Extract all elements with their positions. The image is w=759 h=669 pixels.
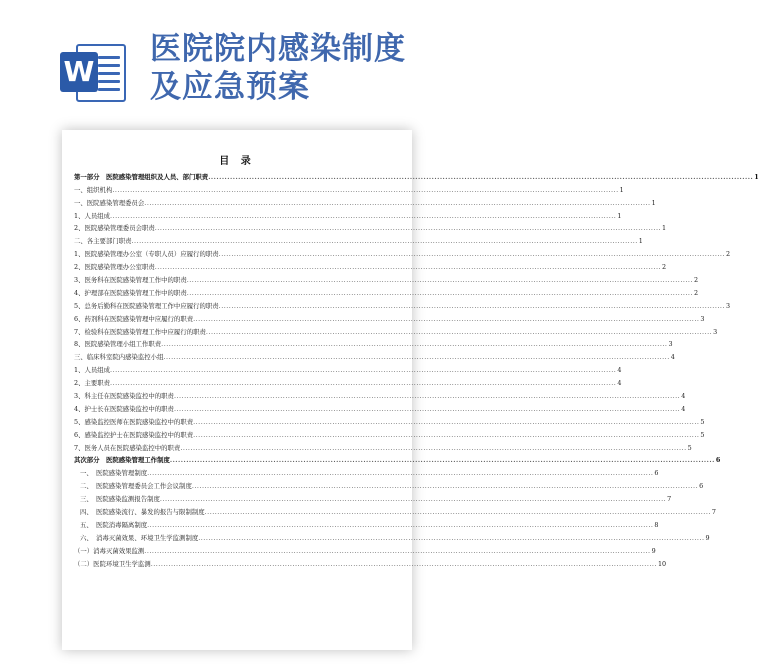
header bbox=[0, 0, 474, 128]
toc-entry[interactable] bbox=[74, 452, 721, 465]
toc-entry-label: 8、医院感染管理小组工作职责 bbox=[74, 340, 162, 349]
toc-entry[interactable] bbox=[74, 258, 667, 272]
toc-entry-label: 三、 医院感染监测报告制度 bbox=[80, 495, 160, 504]
toc-entry-label: 7、医务人员在医院感染监控中的职责 bbox=[74, 443, 181, 452]
document-page bbox=[62, 130, 759, 650]
toc-entry-page: 4 bbox=[681, 392, 686, 401]
toc-entry-label: 2、医院感染管理委员会职责 bbox=[74, 224, 155, 233]
toc-entry-label: 5、总务后勤科在医院感染管理工作中应履行的职责 bbox=[74, 301, 219, 310]
toc-entry-page: 6 bbox=[654, 469, 659, 478]
toc-entry-page: 1 bbox=[651, 198, 656, 207]
toc-entry-label: 4、护士长在医院感染监控中的职责 bbox=[74, 404, 174, 413]
toc-entry-page: 4 bbox=[670, 353, 675, 362]
page-title bbox=[150, 30, 460, 106]
toc-entry-label: 3、医务科在医院感染管理工作中的职责 bbox=[74, 276, 187, 285]
toc-entry-label: （二）医院环境卫生学监测 bbox=[74, 559, 151, 568]
toc-entry-label: 2、医院感染管理办公室职责 bbox=[74, 263, 155, 272]
toc-leader-dots: ........................................................................................................................................................................................................ bbox=[198, 533, 705, 542]
toc-entry[interactable] bbox=[74, 542, 656, 555]
toc-entry[interactable] bbox=[74, 297, 731, 310]
toc-entry[interactable] bbox=[74, 284, 699, 297]
toc-entry[interactable] bbox=[74, 516, 659, 529]
toc-entry[interactable] bbox=[74, 477, 704, 491]
toc-leader-dots: ........................................................................................................................................................................................................ bbox=[193, 430, 700, 439]
toc-entry-label: 六、 消毒灭菌效果、环境卫生学监测制度 bbox=[80, 533, 199, 542]
toc-entry-label: 第一部分 医院感染管理组织及人员、部门职责 bbox=[74, 172, 209, 181]
toc-entry-label: 二、各主要部门职责 bbox=[74, 237, 132, 246]
toc-leader-dots: ........................................................................................................................................................................................................ bbox=[144, 198, 651, 207]
toc-entry[interactable] bbox=[74, 207, 622, 220]
toc-entry-label: 一、医院感染管理委员会 bbox=[74, 198, 145, 207]
toc-entry-label: 7、检验科在医院感染管理工作中应履行的职责 bbox=[74, 327, 206, 336]
toc-entry-page: 6 bbox=[699, 482, 704, 491]
toc-leader-dots: ........................................................................................................................................................................................................ bbox=[161, 340, 668, 349]
toc-entry-label: 1、人员组成 bbox=[74, 211, 111, 220]
toc-entry-page: 3 bbox=[725, 301, 731, 310]
toc-entry[interactable] bbox=[74, 490, 672, 504]
toc-leader-dots: ........................................................................................................................................................................................................ bbox=[159, 495, 667, 504]
toc-entry-page: 5 bbox=[700, 417, 705, 426]
toc-entry-page: 3 bbox=[700, 314, 705, 323]
toc-title: 目 录 bbox=[219, 156, 255, 167]
table-of-contents bbox=[74, 168, 759, 568]
toc-entry[interactable] bbox=[74, 310, 705, 323]
toc-entry-label: 3、科主任在医院感染监控中的职责 bbox=[74, 392, 174, 401]
toc-entry-label: 4、护理部在医院感染管理工作中的职责 bbox=[74, 288, 187, 297]
toc-leader-dots: ........................................................................................................................................................................................................ bbox=[147, 469, 654, 478]
toc-leader-dots: ........................................................................................................................................................................................................ bbox=[204, 508, 711, 517]
toc-entry-page: 9 bbox=[705, 533, 710, 542]
toc-entry-label: 5、感染监控医师在医院感染监控中的职责 bbox=[74, 417, 194, 426]
title-line-2: 及应急预案 bbox=[150, 69, 310, 105]
toc-leader-dots: ........................................................................................................................................................................................................ bbox=[193, 417, 700, 426]
toc-leader-dots: ........................................................................................................................................................................................................ bbox=[110, 211, 617, 220]
toc-entry-page: 7 bbox=[711, 508, 716, 517]
toc-leader-dots: ........................................................................................................................................................................................................ bbox=[154, 263, 662, 272]
toc-entry-label: 一、 医院感染管理制度 bbox=[80, 469, 148, 478]
toc-entry-page: 4 bbox=[617, 366, 622, 375]
toc-entry[interactable] bbox=[74, 374, 622, 388]
toc-entry-label: 6、药剂科在医院感染管理中应履行的职责 bbox=[74, 314, 194, 323]
toc-leader-dots: ........................................................................................................................................................................................................ bbox=[186, 288, 693, 297]
toc-entry[interactable] bbox=[74, 181, 624, 194]
toc-leader-dots: ........................................................................................................................................................................................................ bbox=[163, 353, 670, 362]
toc-entry-label: 五、 医院消毒隔离制度 bbox=[80, 520, 148, 529]
toc-entry-page: 1 bbox=[754, 172, 759, 181]
toc-entry[interactable] bbox=[74, 245, 731, 259]
toc-entry[interactable] bbox=[74, 387, 686, 401]
toc-entry[interactable] bbox=[74, 271, 699, 285]
toc-entry[interactable] bbox=[74, 503, 716, 517]
toc-leader-dots: ........................................................................................................................................................................................................ bbox=[150, 559, 657, 568]
toc-leader-dots: ........................................................................................................................................................................................................ bbox=[218, 301, 725, 310]
toc-entry-label: 二、 医院感染管理委员会工作会议制度 bbox=[80, 482, 192, 491]
toc-leader-dots: ........................................................................................................................................................................................................ bbox=[147, 520, 654, 529]
toc-leader-dots: ........................................................................................................................................................................................................ bbox=[112, 185, 619, 194]
toc-entry-page: 2 bbox=[694, 276, 699, 285]
toc-entry[interactable] bbox=[74, 439, 692, 452]
toc-leader-dots: ........................................................................................................................................................................................................ bbox=[131, 237, 638, 246]
toc-entry-page: 10 bbox=[657, 559, 667, 568]
toc-leader-dots: ........................................................................................................................................................................................................ bbox=[173, 404, 681, 413]
toc-entry[interactable] bbox=[74, 529, 710, 542]
toc-entry-label: 三、临床科室院内感染监控小组 bbox=[74, 353, 164, 362]
toc-entry-page: 5 bbox=[700, 430, 705, 439]
toc-entry[interactable] bbox=[74, 348, 675, 362]
toc-leader-dots: ........................................................................................................................................................................................................ bbox=[169, 456, 715, 465]
toc-entry-label: 其次部分 医院感染管理工作制度 bbox=[74, 456, 170, 465]
toc-entry-label: 6、感染监控护士在医院感染监控中的职责 bbox=[74, 430, 194, 439]
toc-entry-label: 四、 医院感染流行、暴发的报告与限制制度 bbox=[80, 508, 205, 517]
toc-entry-page: 2 bbox=[694, 288, 699, 297]
toc-entry[interactable] bbox=[74, 232, 643, 246]
toc-entry-page: 3 bbox=[713, 327, 718, 336]
toc-entry-page: 1 bbox=[638, 237, 643, 246]
toc-entry-page: 4 bbox=[681, 404, 686, 413]
title-line-1: 医院院内感染制度 bbox=[150, 31, 406, 67]
toc-leader-dots: ........................................................................................................................................................................................................ bbox=[110, 379, 617, 388]
toc-leader-dots: ........................................................................................................................................................................................................ bbox=[144, 546, 651, 555]
toc-entry[interactable] bbox=[74, 361, 622, 375]
toc-entry[interactable] bbox=[74, 413, 705, 426]
word-w-badge: W bbox=[60, 52, 98, 92]
toc-entry-page: 6 bbox=[715, 456, 721, 465]
toc-entry[interactable] bbox=[74, 168, 759, 181]
toc-entry-label: 1、人员组成 bbox=[74, 366, 111, 375]
toc-leader-dots: ........................................................................................................................................................................................................ bbox=[218, 250, 725, 259]
toc-entry-page: 8 bbox=[654, 520, 659, 529]
toc-entry-page: 2 bbox=[725, 250, 731, 259]
toc-entry-page: 9 bbox=[651, 546, 656, 555]
toc-entry[interactable] bbox=[74, 426, 705, 439]
toc-entry[interactable] bbox=[74, 555, 667, 568]
toc-entry-label: （一）消毒灭菌效果监测 bbox=[74, 546, 145, 555]
toc-leader-dots: ........................................................................................................................................................................................................ bbox=[110, 366, 617, 375]
toc-leader-dots: ........................................................................................................................................................................................................ bbox=[180, 443, 687, 452]
word-document-icon bbox=[58, 40, 128, 104]
toc-entry-page: 3 bbox=[668, 340, 673, 349]
toc-entry-page: 5 bbox=[687, 443, 692, 452]
toc-entry-page: 2 bbox=[662, 263, 667, 272]
toc-leader-dots: ........................................................................................................................................................................................................ bbox=[193, 314, 700, 323]
toc-entry-label: 2、主要职责 bbox=[74, 379, 111, 388]
toc-entry[interactable] bbox=[74, 464, 659, 478]
toc-entry-page: 7 bbox=[667, 495, 672, 504]
toc-leader-dots: ........................................................................................................................................................................................................ bbox=[191, 482, 699, 491]
toc-leader-dots: ........................................................................................................................................................................................................ bbox=[154, 224, 662, 233]
toc-entry[interactable] bbox=[74, 220, 667, 233]
toc-leader-dots: ........................................................................................................................................................................................................ bbox=[173, 392, 681, 401]
toc-entry-label: 一、组织机构 bbox=[74, 185, 113, 194]
toc-leader-dots: ........................................................................................................................................................................................................ bbox=[186, 276, 693, 285]
toc-leader-dots: ........................................................................................................................................................................................................ bbox=[208, 172, 754, 181]
toc-entry-label: 1、医院感染管理办公室（专职人员）应履行的职责 bbox=[74, 250, 219, 259]
toc-entry-page: 1 bbox=[617, 211, 622, 220]
toc-entry-page: 4 bbox=[617, 379, 622, 388]
toc-entry[interactable] bbox=[74, 323, 718, 336]
toc-entry-page: 1 bbox=[619, 185, 624, 194]
toc-entry[interactable] bbox=[74, 194, 656, 207]
toc-leader-dots: ........................................................................................................................................................................................................ bbox=[205, 327, 713, 336]
toc-entry-page: 1 bbox=[662, 224, 667, 233]
toc-entry[interactable] bbox=[74, 336, 673, 349]
toc-entry[interactable] bbox=[74, 400, 686, 413]
